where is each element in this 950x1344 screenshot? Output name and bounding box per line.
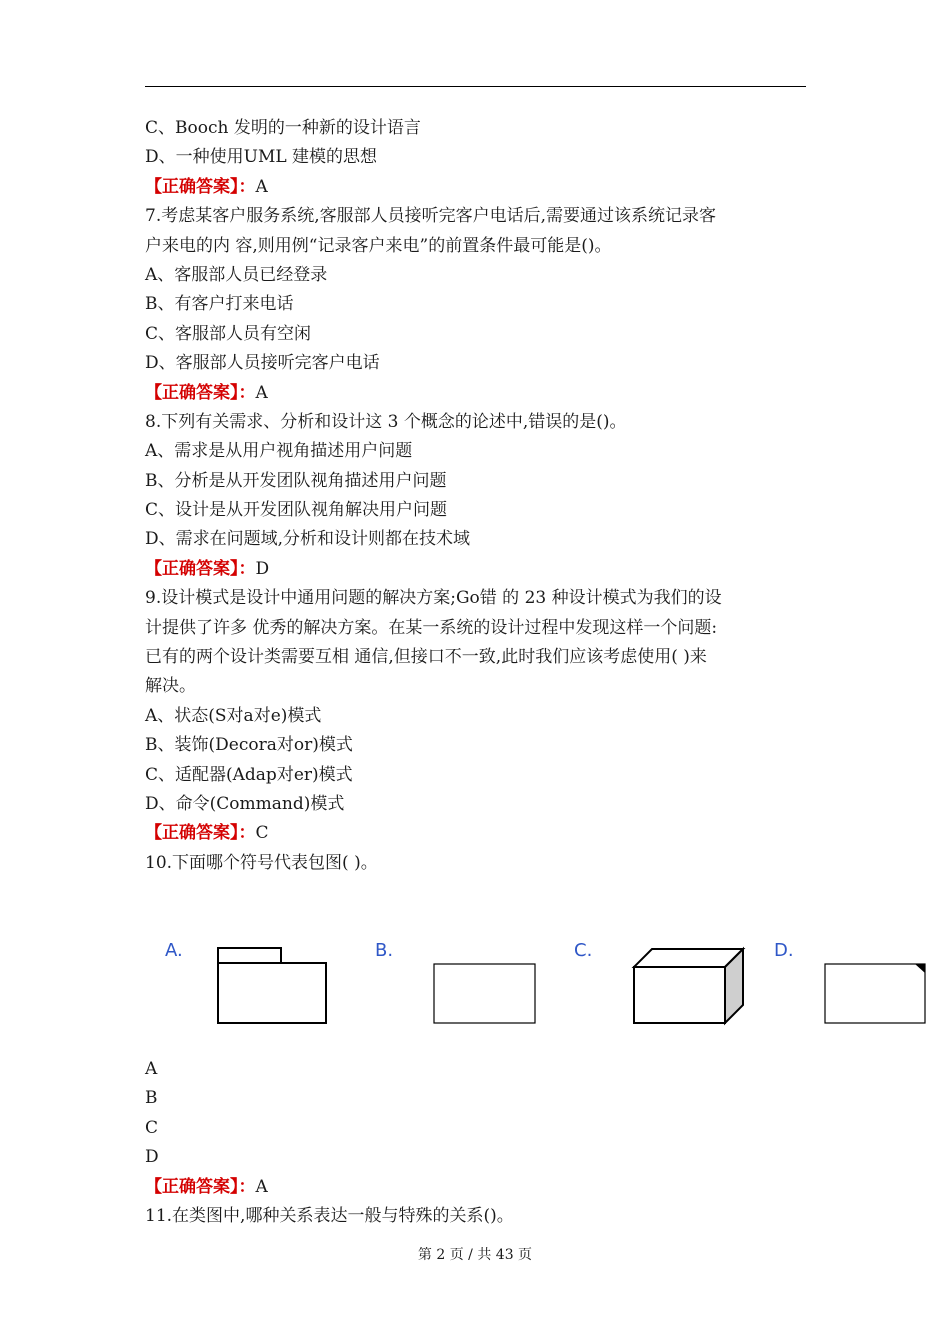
package-icon [218, 948, 326, 1023]
question-block-lower [145, 1055, 810, 1231]
q10-option-c: C [145, 1117, 159, 1138]
answer-label: 【正确答案】： [145, 176, 256, 197]
q9-answer: C [255, 823, 269, 844]
q9-option-a: A、状态(S对a对e)模式 [145, 705, 322, 726]
q8-option-d: D、需求在问题域,分析和设计则都在技术域 [145, 529, 471, 550]
page-footer: 第 2 页 / 共 43 页 [417, 1247, 533, 1263]
q6-answer: A [255, 176, 268, 197]
q7-option-b: B、有客户打来电话 [145, 294, 294, 315]
q8-answer: D [255, 558, 270, 579]
uml-symbols-figure [160, 940, 940, 1035]
q9-option-b: B、装饰(Decora对or)模式 [145, 735, 353, 756]
q9-question-line2: 计提供了许多 优秀的解决方案。在某一系统的设计过程中发现这样一个问题: [145, 617, 718, 638]
class-rectangle-icon [434, 964, 535, 1023]
q10-answer-line [145, 1173, 810, 1202]
q8-answer-line [145, 555, 810, 584]
figure-label-c: C. [574, 940, 593, 961]
figure-label-d: D. [774, 940, 794, 961]
node-cube-icon [634, 949, 743, 1023]
q7-answer: A [255, 382, 268, 403]
q9-question-line1: 9.设计模式是设计中通用问题的解决方案;Go错 的 23 种设计模式为我们的设 [145, 588, 722, 609]
q11-question: 11.在类图中,哪种关系表达一般与特殊的关系()。 [145, 1205, 514, 1226]
header-rule [145, 86, 806, 87]
q7-option-c: C、客服部人员有空闲 [145, 323, 312, 344]
q8-option-c: C、设计是从开发团队视角解决用户问题 [145, 500, 448, 521]
q9-question-line3: 已有的两个设计类需要互相 通信,但接口不一致,此时我们应该考虑使用( )来 [145, 647, 707, 668]
q9-question-line4: 解决。 [145, 676, 196, 697]
q10-option-a: A [145, 1059, 158, 1079]
q10-option-d: D [145, 1147, 159, 1168]
figure-label-b: B. [375, 940, 394, 961]
q8-option-b: B、分析是从开发团队视角描述用户问题 [145, 470, 447, 491]
answer-label: 【正确答案】： [145, 558, 256, 579]
note-icon [825, 964, 925, 1023]
q7-question-line2: 户来电的内 容,则用例“记录客户来电”的前置条件最可能是()。 [145, 235, 612, 256]
q7-answer-line [145, 379, 810, 408]
q6-option-d: D、一种使用UML 建模的思想 [145, 147, 378, 168]
q7-option-d: D、客服部人员接听完客户电话 [145, 353, 380, 374]
q6-option-c: C、Booch 发明的一种新的设计语言 [145, 118, 421, 138]
q10-answer: A [255, 1176, 268, 1197]
answer-label: 【正确答案】： [145, 823, 256, 844]
symbols-svg [160, 940, 940, 1035]
q10-option-b: B [145, 1088, 158, 1109]
q7-question-line1: 7.考虑某客户服务系统,客服部人员接听完客户电话后,需要通过该系统记录客 [145, 206, 717, 227]
answer-label: 【正确答案】： [145, 1176, 256, 1197]
answer-label: 【正确答案】： [145, 382, 256, 403]
q6-answer-line [145, 173, 810, 202]
q9-option-c: C、适配器(Adap对er)模式 [145, 764, 353, 785]
q7-option-a: A、客服部人员已经登录 [145, 264, 328, 285]
figure-label-a: A. [165, 940, 183, 961]
q8-option-a: A、需求是从用户视角描述用户问题 [145, 441, 413, 462]
q9-option-d: D、命令(Command)模式 [145, 793, 345, 814]
q8-question: 8.下列有关需求、分析和设计这 3 个概念的论述中,错误的是()。 [145, 411, 627, 432]
q10-question: 10.下面哪个符号代表包图( )。 [145, 852, 378, 873]
q9-answer-line [145, 819, 810, 848]
question-block-upper [145, 114, 810, 878]
